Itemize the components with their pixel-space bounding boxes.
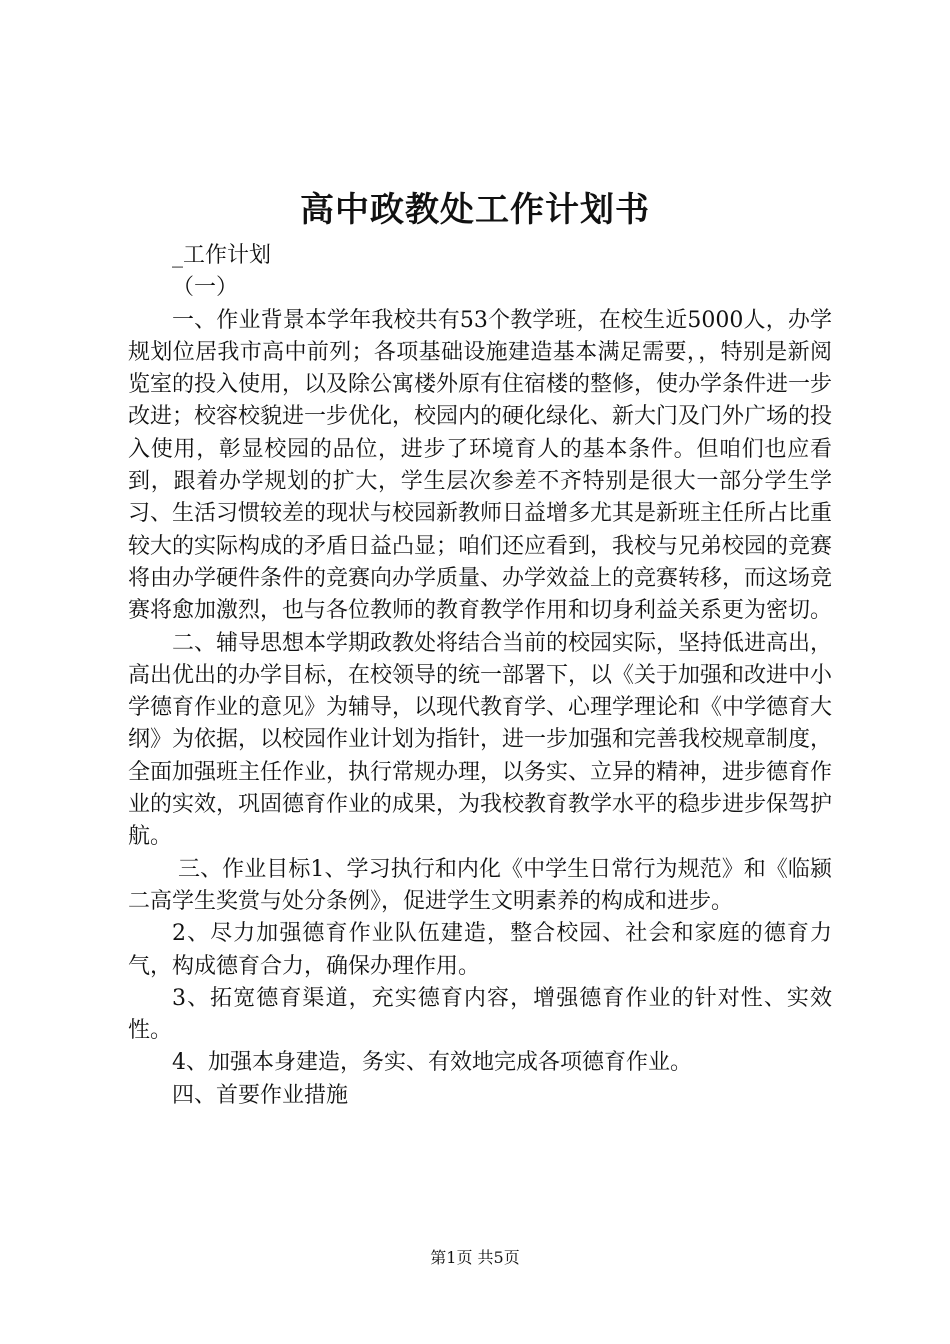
paragraph-goal-3: 3、拓宽德育渠道，充实德育内容，增强德育作业的针对性、实效性。 — [128, 985, 832, 1044]
document-body — [128, 240, 832, 1112]
paragraph-goal-2: 2、尽力加强德育作业队伍建造，整合校园、社会和家庭的德育力气，构成德育合力，确保办理作用。 — [128, 921, 832, 979]
paragraph-background: 一、作业背景本学年我校共有53个教学班，在校生近5000人，办学规划位居我市高中前列；各项基础设施建造基本满足需要，，特别是新阅览室的投入使用，以及除公寓楼外原有住宿楼的整修，使办学条件进一步改进；校容校貌进一步优化，校园内的硬化绿化、新大门及门外广场的投入使用，彰显校园的品位，进步了环境育人的基本条件。但咱们也应看到，跟着办学规划的扩大，学生层次参差不齐特别是很大一部分学生学习、生活习惯较差的现状与校园新教师日益增多尤其是新班主任所占比重较大的实际构成的矛盾日益凸显；咱们还应看到，我校与兄弟校园的竞赛将由办学硬件条件的竞赛向办学质量、办学效益上的竞赛转移，而这场竞赛将愈加激烈，也与各位教师的教育教学作用和切身利益关系更为密切。 — [128, 307, 833, 624]
section-mark: （一） — [172, 275, 239, 301]
paragraph-goals: 三、作业目标1、学习执行和内化《中学生日常行为规范》和《临颍二高学生奖赏与处分条例》，促进学生文明素养的构成和进步。 — [128, 856, 832, 914]
document-subtitle: _工作计划 — [172, 243, 272, 268]
document-title: 高中政教处工作计划书 — [300, 190, 650, 230]
paragraph-guiding-thought: 二、辅导思想本学期政教处将结合当前的校园实际，坚持低进高出，高出优出的办学目标，在校领导的统一部署下，以《关于加强和改进中小学德育作业的意见》为辅导，以现代教育学、心理学理论和《中学德育大纲》为依据，以校园作业计划为指针，进一步加强和完善我校规章制度，全面加强班主任作业，执行常规办理，以务实、立异的精神，进步德育作业的实效，巩固德育作业的成果，为我校教育教学水平的稳步进步保驾护航。 — [128, 630, 833, 850]
page-number: 第1页 共5页 — [430, 1248, 520, 1267]
paragraph-goal-4: 4、加强本身建造，务实、有效地完成各项德育作业。 — [172, 1050, 692, 1076]
paragraph-measures-heading: 四、首要作业措施 — [172, 1082, 349, 1108]
